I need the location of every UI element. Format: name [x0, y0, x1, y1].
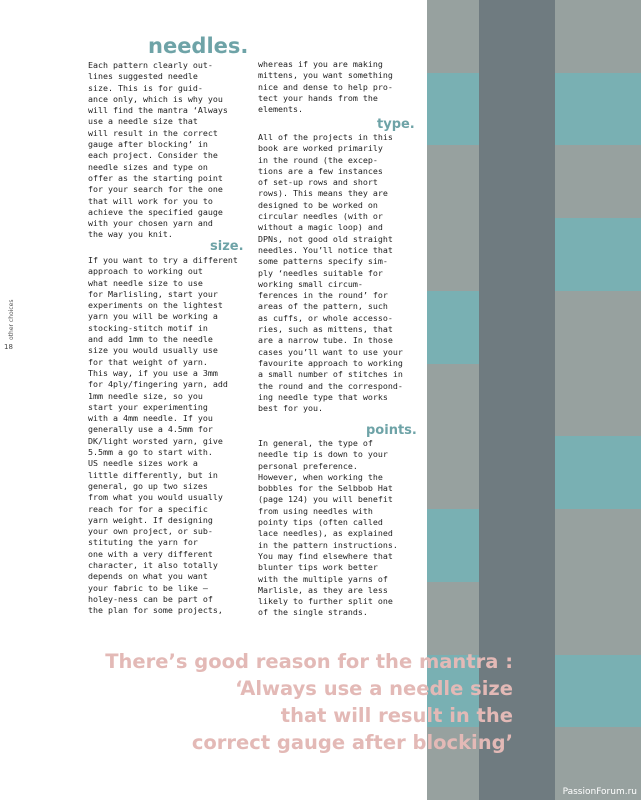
text-line: some patterns specify sim- [258, 256, 388, 267]
checker-cell [555, 436, 641, 509]
text-line: holey-ness can be part of [88, 593, 213, 604]
text-line: mittens, you want something [258, 70, 393, 81]
text-line: favourite approach to working [258, 357, 403, 368]
text-line: lines suggested needle [88, 71, 198, 82]
checker-cell [479, 0, 555, 73]
text-line: bobbles for the Selbbob Hat [258, 483, 393, 494]
col1-needles-text [88, 60, 228, 241]
text-line: needles. You’ll notice that [258, 244, 393, 255]
checker-cell [427, 291, 479, 364]
text-line: the round and the correspond- [258, 380, 403, 391]
heading-needles: needles. [148, 34, 249, 58]
text-line: in the pattern instructions. [258, 539, 398, 550]
text-line: your fabric to be like — [88, 582, 208, 593]
text-line: the plan for some projects, [88, 605, 223, 616]
heading-size: size. [210, 239, 244, 254]
text-line: for that weight of yarn. [88, 356, 208, 367]
checker-cell [479, 509, 555, 582]
text-line: your own project, or sub- [88, 526, 213, 537]
text-line: You may find elsewhere that [258, 550, 393, 561]
text-line: rows). This means they are [258, 188, 388, 199]
text-line: whereas if you are making [258, 59, 383, 69]
text-line: DPNs, not good old straight [258, 233, 393, 244]
text-line: 5.5mm a go to start with. [88, 447, 213, 458]
checker-cell [555, 582, 641, 655]
text-line: lace needles), as explained [258, 528, 393, 539]
text-line: from what you would usually [88, 492, 223, 503]
text-line: in the round (the excep- [258, 154, 378, 165]
checker-cell [555, 291, 641, 364]
text-line: size. This is for guid- [88, 82, 203, 93]
text-line: stituting the yarn for [88, 537, 198, 548]
text-line: are a narrow tube. In those [258, 335, 393, 346]
pull-quote-line: correct gauge after blocking’ [191, 731, 513, 754]
text-line: yarn you will be working a [88, 311, 218, 322]
text-line: without a magic loop) and [258, 222, 383, 233]
text-line: of set-up rows and short [258, 177, 378, 188]
checker-cell [555, 509, 641, 582]
text-line: offer as the starting point [88, 172, 223, 183]
text-line: However, when working the [258, 471, 383, 482]
checker-cell [555, 364, 641, 437]
checker-cell [479, 145, 555, 218]
text-line: a small number of stitches in [258, 369, 403, 380]
text-line: that will work for you to [88, 195, 213, 206]
text-line: ance only, which is why you [88, 93, 223, 104]
checker-cell [555, 145, 641, 218]
col1-size-text [88, 255, 238, 617]
checker-cell [555, 73, 641, 146]
text-line: use a needle size that [88, 116, 198, 127]
heading-type: type. [377, 117, 415, 132]
text-line: This way, if you use a 3mm [88, 367, 218, 378]
checker-cell [427, 145, 479, 218]
pull-quote-line: that will result in the [280, 704, 513, 727]
text-line: blunter tips work better [258, 562, 378, 573]
text-line: likely to further split one [258, 596, 393, 607]
text-line: approach to working out [88, 266, 203, 277]
col2-intro-text [258, 59, 393, 115]
text-line: tect your hands from the [258, 92, 378, 103]
text-line: DK/light worsted yarn, give [88, 435, 223, 446]
checker-cell [427, 509, 479, 582]
text-line: for 4ply/fingering yarn, add [88, 379, 228, 390]
text-line: working small circum- [258, 278, 363, 289]
text-line: and add 1mm to the needle [88, 334, 213, 345]
text-line: start your experimenting [88, 401, 208, 412]
checker-cell [555, 0, 641, 73]
text-line: 1mm needle size, so you [88, 390, 203, 401]
checker-cell [479, 436, 555, 509]
text-line: needle tip is down to your [258, 449, 388, 460]
text-line: character, it also totally [88, 560, 218, 571]
text-line: gauge after blocking’ in [88, 139, 208, 150]
checker-cell [479, 73, 555, 146]
text-line: book are worked primarily [258, 143, 383, 154]
text-line: depends on what you want [88, 571, 208, 582]
text-line: personal preference. [258, 460, 358, 471]
text-line: All of the projects in this [258, 132, 393, 142]
text-line: one with a very different [88, 548, 213, 559]
text-line: ries, such as mittens, that [258, 324, 393, 335]
text-line: will find the mantra ‘Always [88, 105, 228, 116]
checker-cell [427, 0, 479, 73]
text-line: little differently, but in [88, 469, 218, 480]
text-line: general, go up two sizes [88, 480, 208, 491]
text-line: reach for for a specific [88, 503, 208, 514]
checker-cell [479, 218, 555, 291]
text-line: will result in the correct [88, 127, 218, 138]
text-line: with your chosen yarn and [88, 218, 213, 229]
text-line: (page 124) you will benefit [258, 494, 393, 505]
text-line: Marlisle, as they are less [258, 584, 388, 595]
text-line: In general, the type of [258, 438, 373, 448]
text-line: tions are a few instances [258, 165, 383, 176]
text-line: ing needle type that works [258, 391, 388, 402]
checker-cell [479, 582, 555, 655]
text-line: Each pattern clearly out- [88, 60, 213, 70]
text-line: ply ‘needles suitable for [258, 267, 383, 278]
text-line: experiments on the lightest [88, 300, 223, 311]
text-line: with the multiple yarns of [258, 573, 388, 584]
checker-cell [555, 655, 641, 728]
text-line: cases you’ll want to use your [258, 346, 403, 357]
checker-cell [427, 364, 479, 437]
text-line: stocking-stitch motif in [88, 322, 208, 333]
page-number: 18 [4, 343, 13, 351]
checker-cell [427, 73, 479, 146]
text-line: generally use a 4.5mm for [88, 424, 213, 435]
checker-cell [479, 291, 555, 364]
text-line: for your search for the one [88, 184, 223, 195]
text-line: size you would usually use [88, 345, 218, 356]
running-head-text: other choices [8, 299, 15, 340]
text-line: pointy tips (often called [258, 517, 383, 528]
text-line: areas of the pattern, such [258, 301, 388, 312]
checker-cell [427, 582, 479, 655]
text-line: designed to be worked on [258, 199, 378, 210]
col2-type-text [258, 132, 403, 414]
text-line: with a 4mm needle. If you [88, 413, 213, 424]
checker-cell [427, 436, 479, 509]
pull-quote-line: There’s good reason for the mantra : [105, 650, 513, 673]
text-line: each project. Consider the [88, 150, 218, 161]
text-line: achieve the specified gauge [88, 206, 223, 217]
text-line: from using needles with [258, 505, 373, 516]
text-line: If you want to try a different [88, 255, 238, 265]
text-line: of the single strands. [258, 607, 368, 618]
text-line: elements. [258, 104, 303, 115]
checker-cell [555, 218, 641, 291]
checker-cell [427, 218, 479, 291]
text-line: the way you knit. [88, 229, 173, 240]
text-line: nice and dense to help pro- [258, 81, 393, 92]
text-line: what needle size to use [88, 277, 203, 288]
text-line: needle sizes and type on [88, 161, 208, 172]
text-line: US needle sizes work a [88, 458, 198, 469]
watermark: PassionForum.ru [562, 787, 637, 797]
pull-quote [100, 648, 513, 756]
text-line: ferences in the round’ for [258, 290, 388, 301]
text-line: best for you. [258, 403, 323, 414]
text-line: as cuffs, or whole accesso- [258, 312, 393, 323]
col2-points-text [258, 438, 398, 619]
text-line: yarn weight. If designing [88, 514, 213, 525]
text-line: circular needles (with or [258, 211, 383, 222]
pull-quote-line: ‘Always use a needle size [235, 677, 513, 700]
heading-points: points. [366, 423, 417, 438]
text-line: for Marlisling, start your [88, 288, 218, 299]
checker-cell [479, 364, 555, 437]
